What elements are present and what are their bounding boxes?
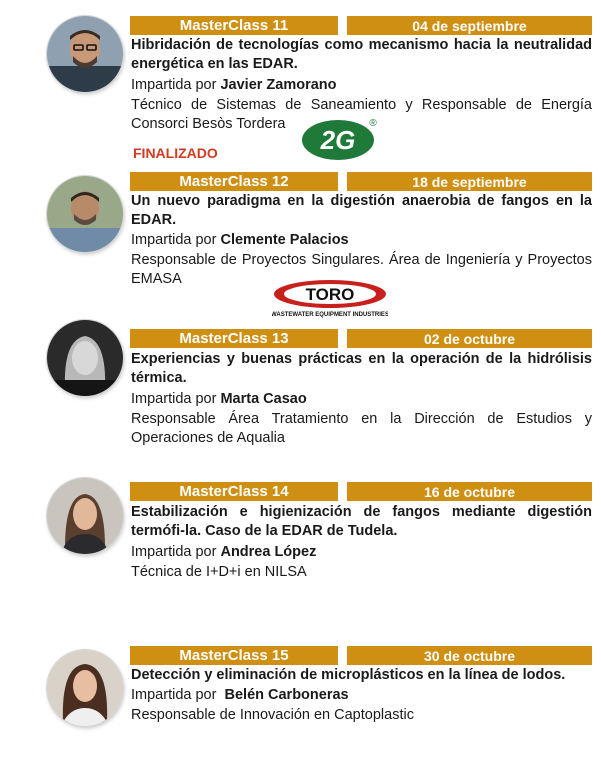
speaker-line: Impartida por Belén Carboneras [131,687,349,703]
speaker-name: Marta Casao [220,391,307,407]
speaker-role: Responsable de Proyectos Singulares. Área de Ingeniería y Proyectos EMASA [131,252,592,287]
speaker-photo-belen-carboneras [47,650,123,726]
masterclass-label: MasterClass 11 [130,16,338,35]
session-title: Un nuevo paradigma en la digestión anaerobia de fangos en la EDAR. [131,193,592,228]
speaker-role: Responsable de Innovación en Captoplastic [131,707,414,723]
speaker-line: Impartida por Clemente Palacios [131,232,349,248]
sponsor-logo-toro [272,279,388,319]
speaker-photo-javier-zamorano [47,16,123,92]
svg-text:2G: 2G [320,125,356,155]
session-title: Detección y eliminación de microplásticos en la línea de lodos. [131,667,566,683]
svg-text:®: ® [369,118,377,129]
speaker-name: Javier Zamorano [220,77,337,93]
speaker-photo-andrea-lopez [47,478,123,554]
speaker-role: Técnica de I+D+i en NILSA [131,564,307,580]
session-title: Hibridación de tecnologías como mecanismo hacia la neutralidad energética en las EDAR. [131,37,592,72]
status-badge: FINALIZADO [133,145,218,161]
speaker-line: Impartida por Marta Casao [131,391,307,407]
session-title: Experiencias y buenas prácticas en la operación de la hidrólisis térmica. [131,351,592,386]
speaker-name: Andrea López [220,544,317,560]
svg-text:TORO: TORO [305,285,355,304]
masterclass-label: MasterClass 14 [130,482,338,501]
speaker-role: Responsable Área Tratamiento en la Dirección de Estudios y Operaciones de Aqualia [131,411,592,446]
speaker-name: Belén Carboneras [224,687,349,703]
speaker-name: Clemente Palacios [220,232,349,248]
speaker-photo-clemente-palacios [47,176,123,252]
sponsor-logo-2g [300,116,380,162]
masterclass-label: MasterClass 12 [130,172,338,191]
session-date: 30 de octubre [347,646,592,665]
session-title: Estabilización e higienización de fangos mediante digestión termófi-la. Caso de la EDAR de Tudela. [131,504,592,539]
speaker-role: Técnico de Sistemas de Saneamiento y Responsable de Energía Consorci Besòs Tordera [131,97,592,132]
speaker-line: Impartida por Andrea López [131,544,317,560]
session-date: 18 de septiembre [347,172,592,191]
masterclass-label: MasterClass 15 [130,646,338,665]
speaker-line: Impartida por Javier Zamorano [131,77,337,93]
session-date: 02 de octubre [347,329,592,348]
session-date: 16 de octubre [347,482,592,501]
svg-text:WASTEWATER EQUIPMENT INDUSTRIE: WASTEWATER EQUIPMENT INDUSTRIES [272,312,388,318]
masterclass-label: MasterClass 13 [130,329,338,348]
session-date: 04 de septiembre [347,16,592,35]
speaker-photo-marta-casao [47,320,123,396]
